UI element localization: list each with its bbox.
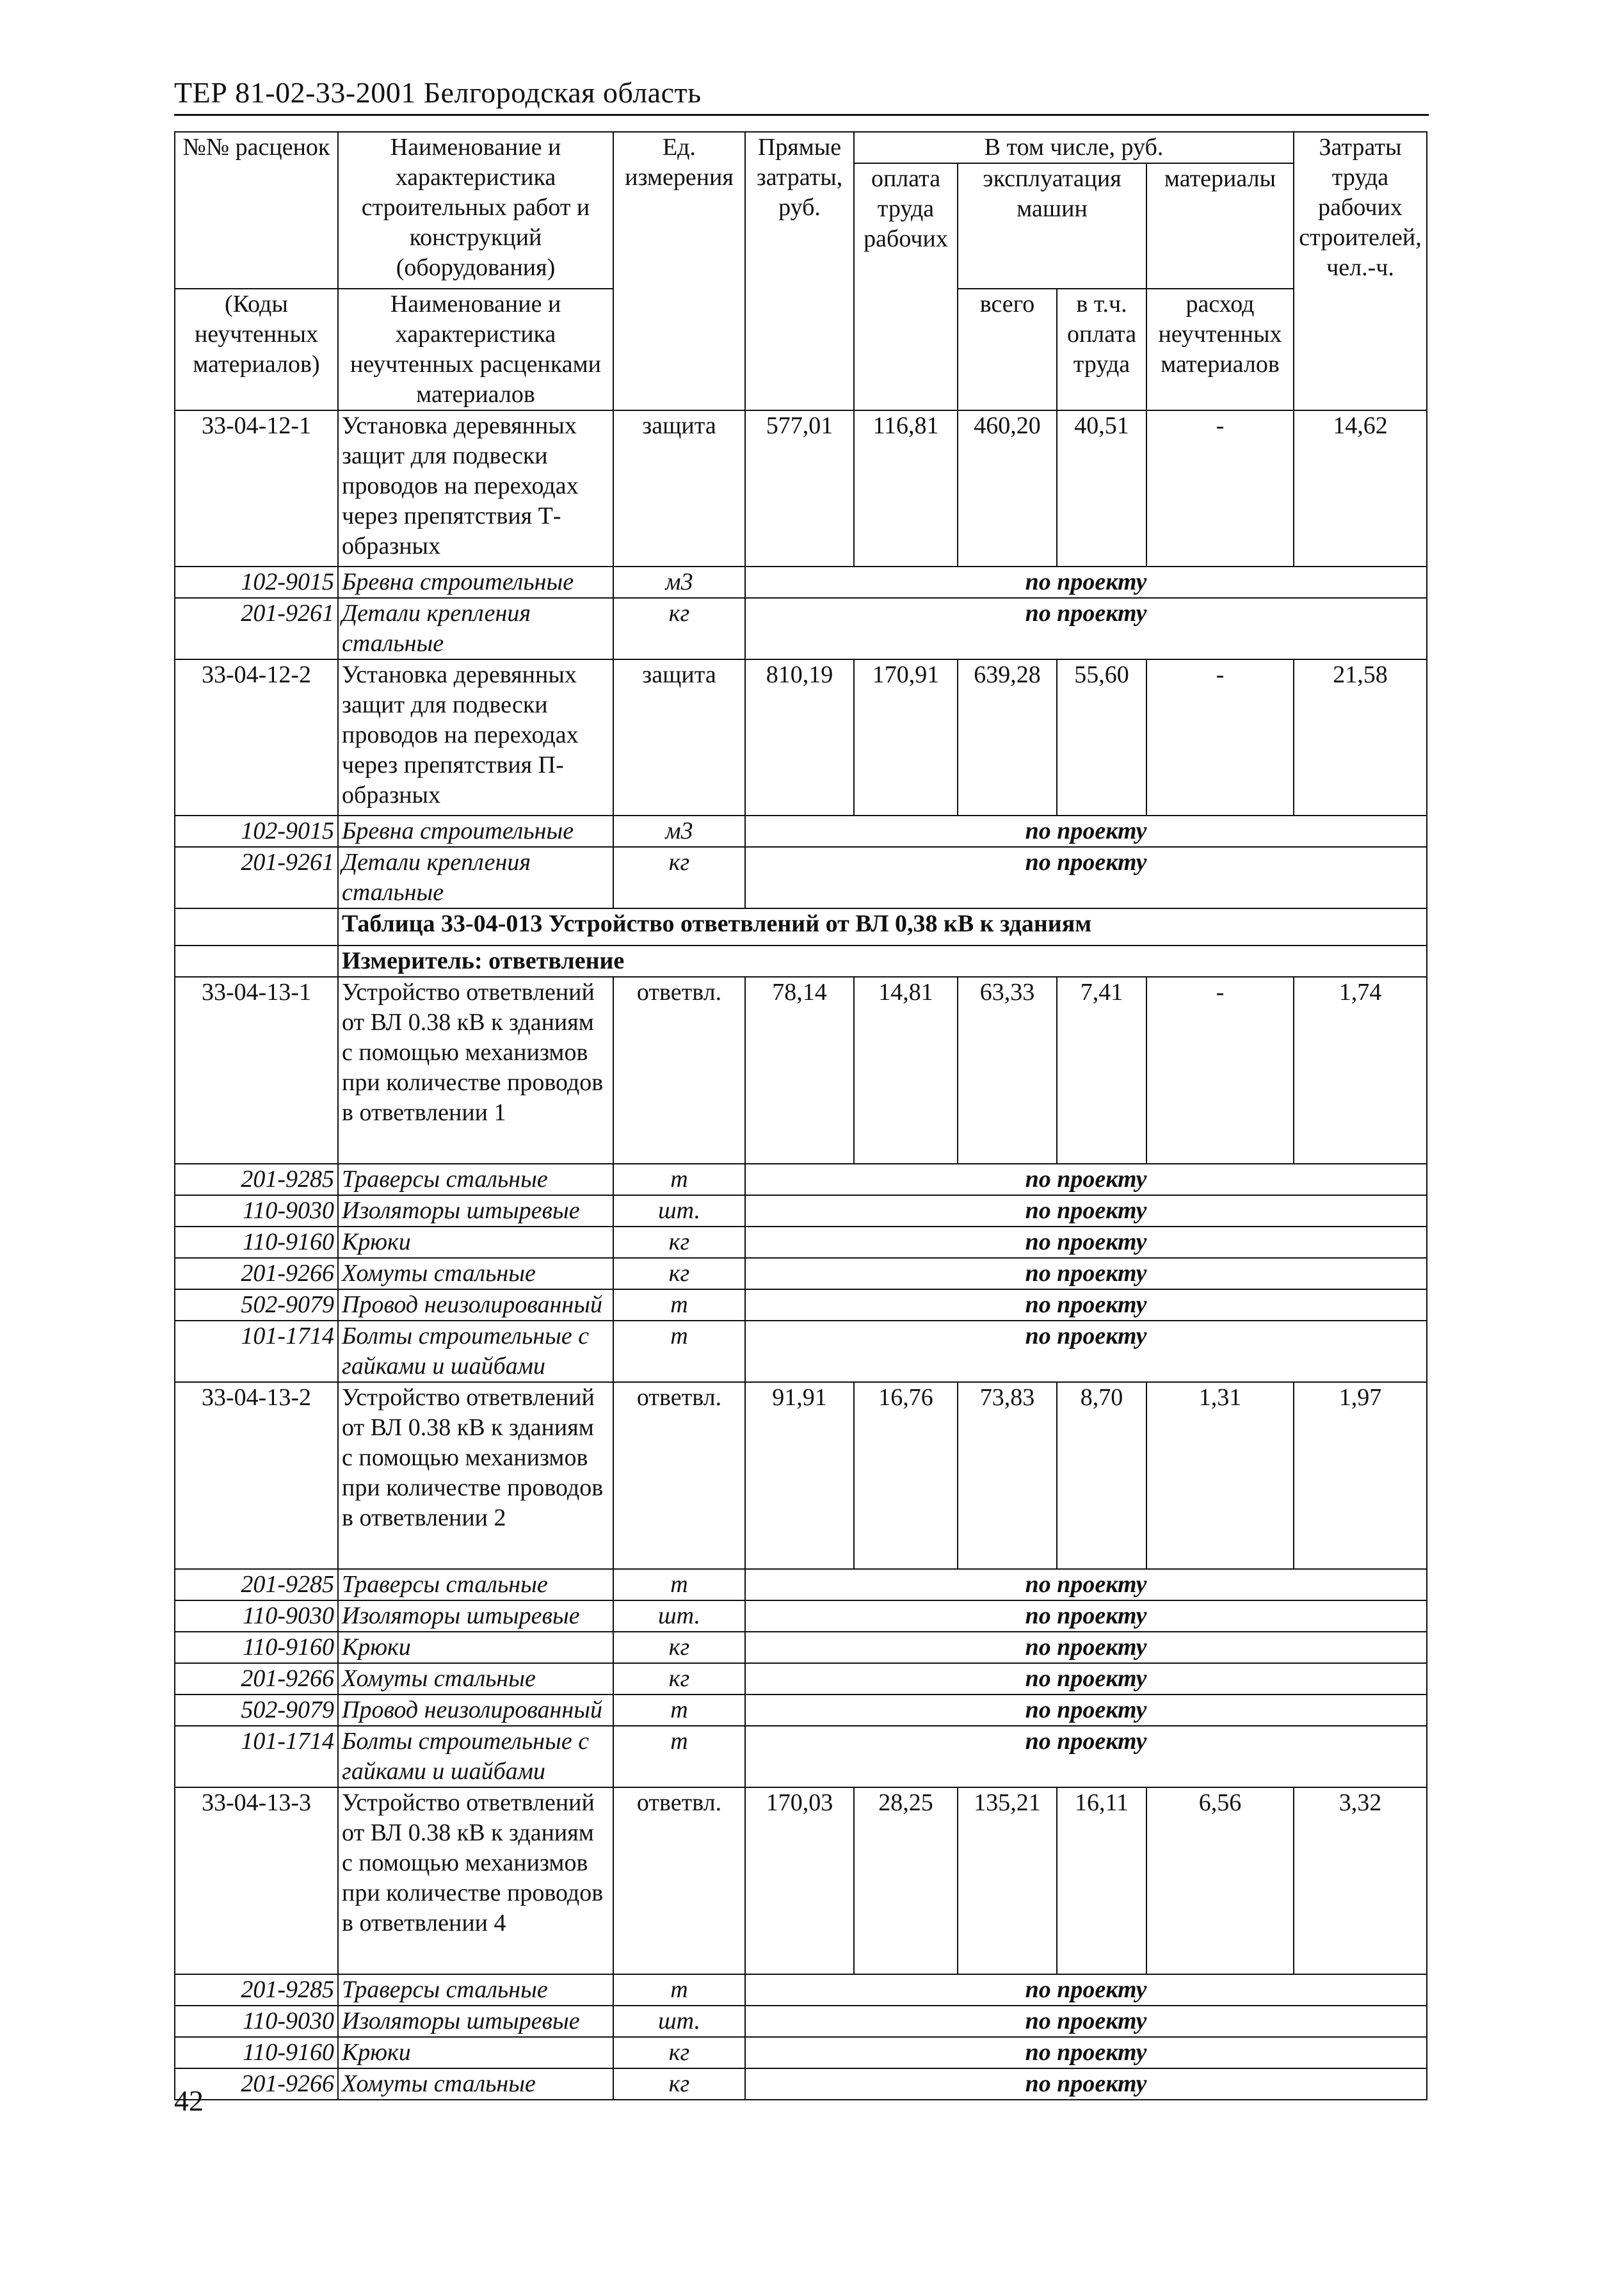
measure-spacer [175,946,338,977]
rate-labor: 1,74 [1294,977,1427,1164]
header-unit: Ед. измерения [613,132,745,410]
rate-labor: 21,58 [1294,659,1427,816]
header-materials-alt: расход неучтенных материалов [1146,289,1294,410]
material-name: Болты строительные с гайками и шайбами [338,1726,613,1787]
material-name: Крюки [338,1227,613,1258]
page-header: ТЕР 81-02-33-2001 Белгородская область [174,76,702,109]
material-note: по проекту [745,1600,1427,1632]
material-name: Детали крепления стальные [338,598,613,659]
header-name-alt: Наименование и характеристика неучтенных расценками материалов [338,289,613,410]
material-code: 201-9266 [175,1663,338,1694]
material-name: Хомуты стальные [338,2068,613,2100]
rate-wages: 116,81 [854,410,958,567]
header-materials: материалы [1146,163,1294,289]
header-machines-total: всего [958,289,1057,410]
material-code: 502-9079 [175,1289,338,1321]
rate-unit: защита [613,659,745,816]
material-note: по проекту [745,847,1427,908]
material-name: Болты строительные с гайками и шайбами [338,1321,613,1382]
material-name: Хомуты стальные [338,1663,613,1694]
material-name: Хомуты стальные [338,1258,613,1289]
rate-materials: - [1146,977,1294,1164]
rate-code: 33-04-13-2 [175,1382,338,1569]
material-code: 110-9160 [175,1632,338,1663]
rate-row [175,410,1427,567]
material-row [175,847,1427,908]
rate-code: 33-04-13-1 [175,977,338,1164]
rate-code: 33-04-12-2 [175,659,338,816]
material-note: по проекту [745,567,1427,598]
material-code: 102-9015 [175,816,338,847]
material-unit: т [613,1569,745,1600]
header-row-1 [175,132,1427,163]
material-unit: кг [613,1632,745,1663]
material-name: Траверсы стальные [338,1569,613,1600]
header-machines-wages: в т.ч. оплата труда [1057,289,1146,410]
rate-direct: 170,03 [745,1787,854,1974]
material-note: по проекту [745,1632,1427,1663]
material-note: по проекту [745,1227,1427,1258]
material-unit: т [613,1694,745,1726]
material-row [175,2068,1427,2100]
material-note: по проекту [745,1663,1427,1694]
header-code-alt: (Коды неучтенных материалов) [175,289,338,410]
material-note: по проекту [745,1974,1427,2006]
rate-direct: 78,14 [745,977,854,1164]
rate-wages: 14,81 [854,977,958,1164]
rate-materials: - [1146,659,1294,816]
material-row [175,1164,1427,1195]
material-row [175,1258,1427,1289]
material-unit: кг [613,2068,745,2100]
material-name: Бревна строительные [338,567,613,598]
material-row [175,1289,1427,1321]
rate-unit: ответвл. [613,1382,745,1569]
material-row [175,1600,1427,1632]
rate-unit: ответвл. [613,1787,745,1974]
material-code: 101-1714 [175,1321,338,1382]
rate-labor: 1,97 [1294,1382,1427,1569]
rate-row [175,659,1427,816]
rate-machines: 73,83 [958,1382,1057,1569]
material-code: 201-9261 [175,598,338,659]
rate-code: 33-04-12-1 [175,410,338,567]
material-unit: т [613,1289,745,1321]
header-name: Наименование и характеристика строительных работ и конструкций (оборудования) [338,132,613,289]
rate-name: Устройство ответвлений от ВЛ 0.38 кВ к зданиям с помощью механизмов при количестве проводов в ответвлении 1 [338,977,613,1164]
material-name: Крюки [338,2037,613,2068]
table-title-row [175,908,1427,946]
rate-wages: 28,25 [854,1787,958,1974]
rate-direct: 91,91 [745,1382,854,1569]
header-direct: Прямые затраты, руб. [745,132,854,410]
rate-machines: 135,21 [958,1787,1057,1974]
table-title-spacer [175,908,338,946]
material-unit: кг [613,1227,745,1258]
material-note: по проекту [745,2006,1427,2037]
rate-machines-wages: 8,70 [1057,1382,1146,1569]
material-note: по проекту [745,1164,1427,1195]
material-note: по проекту [745,2068,1427,2100]
material-note: по проекту [745,816,1427,847]
material-code: 201-9261 [175,847,338,908]
material-unit: м3 [613,567,745,598]
rate-labor: 3,32 [1294,1787,1427,1974]
material-note: по проекту [745,1726,1427,1787]
rate-machines-wages: 7,41 [1057,977,1146,1164]
material-unit: т [613,1321,745,1382]
material-code: 201-9266 [175,1258,338,1289]
material-name: Детали крепления стальные [338,847,613,908]
rate-row [175,1382,1427,1569]
material-note: по проекту [745,2037,1427,2068]
material-name: Траверсы стальные [338,1164,613,1195]
material-unit: кг [613,598,745,659]
rate-direct: 577,01 [745,410,854,567]
material-row [175,1694,1427,1726]
rate-row [175,1787,1427,1974]
material-row [175,1663,1427,1694]
rate-unit: ответвл. [613,977,745,1164]
material-unit: кг [613,1258,745,1289]
material-name: Провод неизолированный [338,1289,613,1321]
header-machines: эксплуатация машин [958,163,1146,289]
material-note: по проекту [745,1321,1427,1382]
material-row [175,1632,1427,1663]
material-code: 110-9030 [175,2006,338,2037]
rate-name: Устройство ответвлений от ВЛ 0.38 кВ к зданиям с помощью механизмов при количестве проводов в ответвлении 2 [338,1382,613,1569]
rate-code: 33-04-13-3 [175,1787,338,1974]
material-row [175,1195,1427,1227]
material-code: 110-9160 [175,2037,338,2068]
material-unit: шт. [613,2006,745,2037]
rate-machines-wages: 55,60 [1057,659,1146,816]
measure-label: Измеритель: ответвление [338,946,1427,977]
material-name: Изоляторы штыревые [338,1195,613,1227]
measure-row [175,946,1427,977]
material-row [175,816,1427,847]
material-row [175,2037,1427,2068]
header-incl: В том числе, руб. [854,132,1294,163]
material-code: 201-9285 [175,1974,338,2006]
material-code: 502-9079 [175,1694,338,1726]
header-rule [174,114,1429,116]
material-row [175,2006,1427,2037]
material-unit: т [613,1164,745,1195]
material-row [175,1726,1427,1787]
material-code: 110-9030 [175,1195,338,1227]
table-title: Таблица 33-04-013 Устройство ответвлений от ВЛ 0,38 кВ к зданиям [338,908,1427,946]
rate-name: Устройство ответвлений от ВЛ 0.38 кВ к зданиям с помощью механизмов при количестве проводов в ответвлении 4 [338,1787,613,1974]
material-row [175,598,1427,659]
table-body [175,132,1427,2100]
rate-name: Установка деревянных защит для подвески проводов на переходах через препятствия П-образных [338,659,613,816]
material-code: 201-9285 [175,1569,338,1600]
rate-wages: 170,91 [854,659,958,816]
material-unit: кг [613,847,745,908]
material-note: по проекту [745,1289,1427,1321]
material-name: Траверсы стальные [338,1974,613,2006]
header-code: №№ расценок [175,132,338,289]
rate-direct: 810,19 [745,659,854,816]
material-name: Изоляторы штыревые [338,1600,613,1632]
material-note: по проекту [745,1694,1427,1726]
rate-labor: 14,62 [1294,410,1427,567]
rate-name: Установка деревянных защит для подвески проводов на переходах через препятствия Т-образных [338,410,613,567]
material-unit: кг [613,2037,745,2068]
material-unit: т [613,1974,745,2006]
material-note: по проекту [745,598,1427,659]
material-name: Бревна строительные [338,816,613,847]
rate-machines-wages: 16,11 [1057,1787,1146,1974]
material-code: 101-1714 [175,1726,338,1787]
material-name: Изоляторы штыревые [338,2006,613,2037]
material-row [175,1321,1427,1382]
rate-materials: - [1146,410,1294,567]
material-row [175,1227,1427,1258]
material-note: по проекту [745,1195,1427,1227]
header-wages: оплата труда рабочих [854,163,958,410]
page-number: 42 [174,2084,204,2117]
material-unit: т [613,1726,745,1787]
rate-row [175,977,1427,1164]
material-note: по проекту [745,1569,1427,1600]
material-code: 102-9015 [175,567,338,598]
material-row [175,1974,1427,2006]
material-code: 201-9266 [175,2068,338,2100]
material-unit: кг [613,1663,745,1694]
material-code: 110-9160 [175,1227,338,1258]
rate-wages: 16,76 [854,1382,958,1569]
rate-materials: 1,31 [1146,1382,1294,1569]
rate-machines-wages: 40,51 [1057,410,1146,567]
rate-unit: защита [613,410,745,567]
header-labor: Затраты труда рабочих строителей, чел.-ч. [1294,132,1427,410]
rate-machines: 63,33 [958,977,1057,1164]
rate-machines: 639,28 [958,659,1057,816]
material-code: 201-9285 [175,1164,338,1195]
material-row [175,567,1427,598]
material-unit: шт. [613,1600,745,1632]
rate-materials: 6,56 [1146,1787,1294,1974]
material-unit: шт. [613,1195,745,1227]
material-row [175,1569,1427,1600]
material-name: Крюки [338,1632,613,1663]
material-name: Провод неизолированный [338,1694,613,1726]
rates-table [174,131,1427,2100]
material-unit: м3 [613,816,745,847]
rate-machines: 460,20 [958,410,1057,567]
material-code: 110-9030 [175,1600,338,1632]
material-note: по проекту [745,1258,1427,1289]
